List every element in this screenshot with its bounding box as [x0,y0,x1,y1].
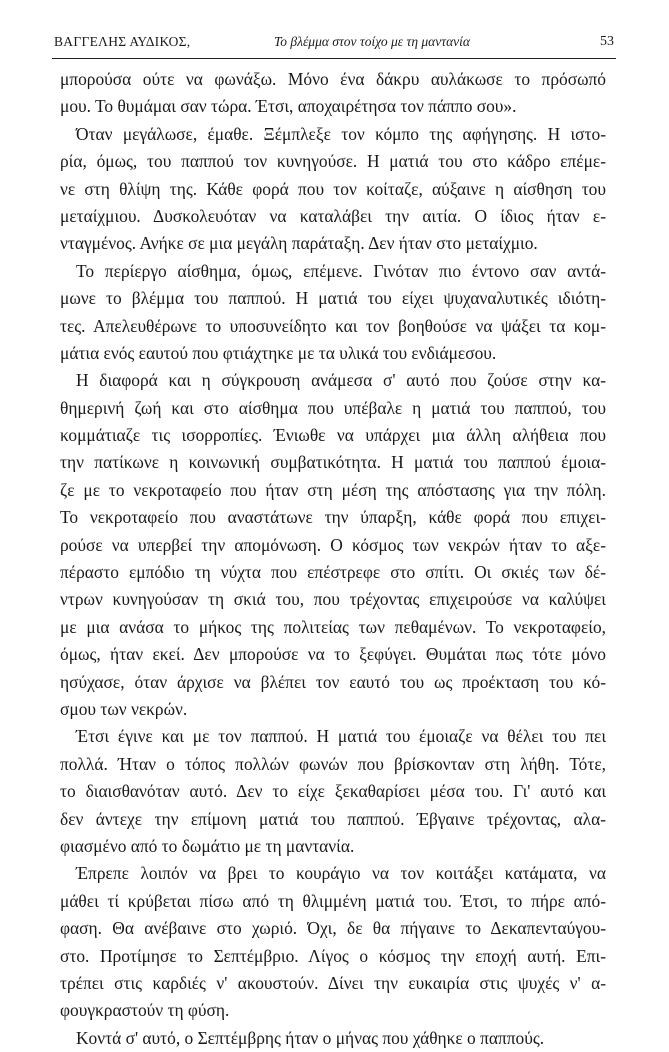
text-line: μπορούσα ούτε να φωνάξω. Μόνο ένα δάκρυ αυλάκωσε το πρόσωπό [60,69,606,89]
text-line: μωνε το βλέμμα του παππού. Η ματιά του είχει ψυχαναλυτικές ιδιότη- [60,288,606,309]
text-line: Η διαφορά και η σύγκρουση ανάμεσα σ' αυτό που ζούσε στην κα- [76,370,606,391]
text-line: μεταίχμιου. Δυσκολευόταν να καταλάβει την αιτία. Ο ίδιος ήταν ε- [60,205,606,226]
paragraph [60,66,606,121]
paragraph [60,258,606,368]
header-author: ΒΑΓΓΕΛΗΣ ΑΥΔΙΚΟΣ, [54,34,191,49]
text-line: θημερινή ζωή και στο αίσθημα που υπέβαλε η ματιά του παππού, του [60,397,606,418]
text-line: την πατίκωνε η κοινωνική συμβατικότητα. Η ματιά του παππού έμοια- [60,452,606,473]
text-line: ρία, όμως, του παππού τον κυνηγούσε. Η ματιά του στο κάδρο επέμε- [60,151,606,172]
text-line: μάτια ενός εαυτού που φτιάχτηκε με τα υλικά του ενδιάμεσου. [60,342,497,363]
text-line: κομμάτιαζε τις ισορροπίες. Ένιωθε να υπάρχει μια άλλη αλήθεια που [60,425,606,446]
text-line: πέραστο εμπόδιο τη νύχτα που επέστρεφε στο σπίτι. Οι σκιές των δέ- [60,562,606,583]
text-line: Το περίεργο αίσθημα, όμως, επέμενε. Γινόταν πιο έντονο σαν αντά- [76,260,606,281]
text-line: πολλά. Ήταν ο τόπος πολλών φωνών που βρίσκονταν στη λήθη. Τότε, [60,753,606,774]
text-line: σμου των νεκρών. [60,698,188,719]
text-line: δεν άντεχε την επίμονη ματιά του παππού. Έβγαινε τρέχοντας, αλα- [60,808,606,829]
paragraph [60,1025,606,1052]
text-line: ρούσε να υπερβεί την απομόνωση. Ο κόσμος των νεκρών ήταν το αξε- [60,534,606,555]
text-line: ησύχασε, όταν άρχισε να βλέπει τον εαυτό του ως προέκταση του κό- [60,671,606,692]
text-line: τες. Απελευθέρωνε το υποσυνείδητο και τον βοηθούσε να ψάξει τα κομ- [60,315,606,336]
text-line: τρέπει στις καρδιές ν' ακουστούν. Δίνει την ευκαιρία στις ψυχές ν' α- [60,972,606,993]
text-line: Έτσι έγινε και με τον παππού. Η ματιά του έμοιαζε να θέλει του πει [76,726,606,747]
paragraph [60,121,606,258]
text-line: νταγμένος. Ανήκε σε μια μεγάλη παράταξη. Δεν ήταν στο μεταίχμιο. [60,233,538,254]
text-line: με μια ανάσα το μήκος της πολιτείας των πεθαμένων. Το νεκροταφείο, [60,616,606,637]
text-line: Κοντά σ' αυτό, ο Σεπτέμβρης ήταν ο μήνας που χάθηκε ο παππούς. [76,1027,545,1048]
text-line: νε στη θλίψη της. Κάθε φορά που τον κοίταζε, αύξαινε η αίσθηση του [60,178,606,199]
text-line: ντρων κυνηγούσαν τη σκιά του, που τρέχοντας επιχειρούσε να καλύψει [60,589,606,610]
text-line: όμως, ήταν εκεί. Δεν μπορούσε να το ξεφύγει. Θυμάται πως τότε μόνο [60,644,606,665]
text-line: φαση. Θα ανέβαινε στο χωριό. Όχι, δε θα πήγαινε το Δεκαπενταύγου- [60,918,606,939]
paragraph [60,860,606,1024]
text-line: Έπρεπε λοιπόν να βρει το κουράγιο να τον κοιτάξει κατάματα, να [76,863,606,884]
text-line: ζε με το νεκροταφείο που ήταν στη μέση της απόστασης για την πόλη. [60,479,606,500]
text-line: φουγκραστούν τη φύση. [60,1000,230,1021]
text-line: φιασμένο από το δωμάτιο με τη μαντανία. [60,835,355,856]
paragraph [60,723,606,860]
text-line: μάθει τί κρύβεται πίσω από τη θλιμμένη ματιά του. Έτσι, το πήρε από- [60,890,606,911]
paragraph [60,367,606,723]
body-text [60,66,606,1052]
text-line: στο. Προτίμησε το Σεπτέμβριο. Λίγος ο κόσμος την εποχή αυτή. Επι- [60,945,606,966]
text-line: Το νεκροταφείο που αναστάτωνε την ύπαρξη, κάθε φορά που επιχει- [60,507,606,528]
header-book-title: Το βλέμμα στον τοίχο με τη μαντανία [274,34,471,49]
text-line: το διαισθανόταν αυτό. Δεν το είχε ξεκαθαρίσει μέσα του. Γι' αυτό και [60,781,606,802]
text-line: μου. Το θυμάμαι σαν τώρα. Έτσι, αποχαιρέτησα τον πάππο σου». [60,96,517,117]
running-header [52,34,616,59]
text-line: Όταν μεγάλωσε, έμαθε. Ξέμπλεξε τον κόμπο της αφήγησης. Η ιστο- [76,123,606,144]
page-number: 53 [600,34,614,49]
